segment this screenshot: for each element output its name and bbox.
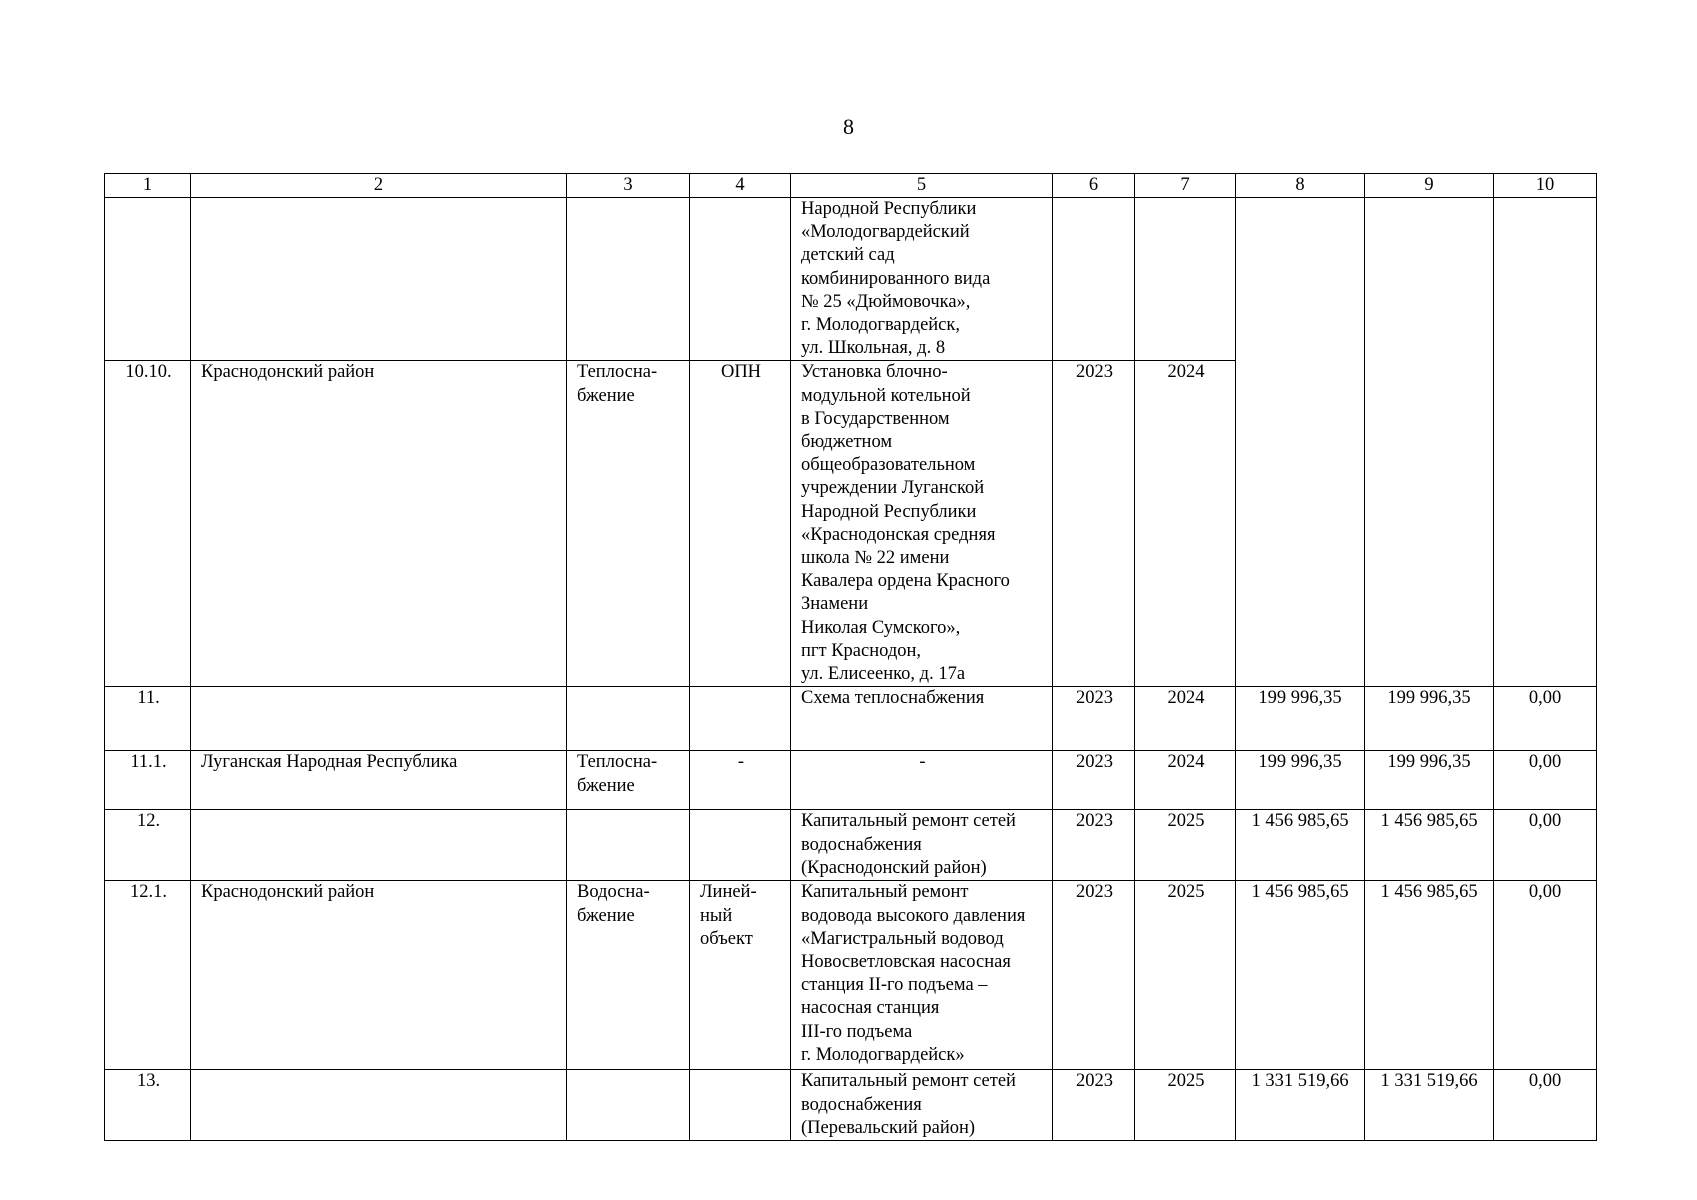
column-9-amount-cell: 1 456 985,65 [1365, 810, 1494, 881]
category-cell: - [690, 751, 791, 810]
type-cell: Водосна- бжение [567, 881, 690, 1070]
type-cell: Теплосна- бжение [567, 751, 690, 810]
row-number-cell: 12. [105, 810, 191, 881]
column-9-amount-cell: 1 331 519,66 [1365, 1070, 1494, 1141]
table-row [105, 810, 1597, 881]
type-cell [567, 198, 690, 361]
category-cell [690, 810, 791, 881]
column-header: 3 [567, 174, 690, 198]
category-cell [690, 1070, 791, 1141]
column-header: 9 [1365, 174, 1494, 198]
column-10-amount-cell: 0,00 [1494, 881, 1597, 1070]
merged-amount-cell [1494, 198, 1597, 687]
region-cell: Луганская Народная Республика [191, 751, 567, 810]
description-cell: Капитальный ремонт сетей водоснабжения (Краснодонский район) [791, 810, 1053, 881]
column-header: 5 [791, 174, 1053, 198]
column-header: 2 [191, 174, 567, 198]
description-cell: Установка блочно- модульной котельной в Государственном бюджетном общеобразовательном учреждении Луганской Народной Республики «Краснодонская средняя школа № 22 имени Кавалера ордена Красного Знамени Николая Сумского», пгт Краснодон, ул. Елисеенко, д. 17а [791, 361, 1053, 687]
total-amount-cell: 1 331 519,66 [1236, 1070, 1365, 1141]
description-cell: Народной Республики «Молодогвардейский детский сад комбинированного вида № 25 «Дюймовочка», г. Молодогвардейск, ул. Школьная, д. 8 [791, 198, 1053, 361]
table-row [105, 881, 1597, 1070]
description-cell: Схема теплоснабжения [791, 687, 1053, 751]
start-year-cell: 2023 [1053, 881, 1135, 1070]
start-year-cell [1053, 198, 1135, 361]
table-row [105, 687, 1597, 751]
end-year-cell: 2025 [1135, 1070, 1236, 1141]
column-9-amount-cell: 1 456 985,65 [1365, 881, 1494, 1070]
table-row [105, 751, 1597, 810]
end-year-cell: 2024 [1135, 687, 1236, 751]
column-header: 4 [690, 174, 791, 198]
column-9-amount-cell: 199 996,35 [1365, 751, 1494, 810]
start-year-cell: 2023 [1053, 1070, 1135, 1141]
total-amount-cell: 199 996,35 [1236, 687, 1365, 751]
row-number-cell: 11.1. [105, 751, 191, 810]
budget-table [104, 173, 1597, 1141]
total-amount-cell: 199 996,35 [1236, 751, 1365, 810]
row-number-cell: 11. [105, 687, 191, 751]
end-year-cell [1135, 198, 1236, 361]
column-header: 1 [105, 174, 191, 198]
column-number-row [105, 174, 1597, 198]
category-cell [690, 687, 791, 751]
start-year-cell: 2023 [1053, 687, 1135, 751]
column-10-amount-cell: 0,00 [1494, 810, 1597, 881]
row-number-cell: 12.1. [105, 881, 191, 1070]
type-cell: Теплосна- бжение [567, 361, 690, 687]
description-cell: Капитальный ремонт водовода высокого давления «Магистральный водовод Новосветловская насосная станция II-го подъема – насосная станция III-го подъема г. Молодогвардейск» [791, 881, 1053, 1070]
region-cell [191, 810, 567, 881]
row-number-cell: 10.10. [105, 361, 191, 687]
region-cell: Краснодонский район [191, 361, 567, 687]
category-cell: ОПН [690, 361, 791, 687]
column-10-amount-cell: 0,00 [1494, 1070, 1597, 1141]
start-year-cell: 2023 [1053, 361, 1135, 687]
region-cell: Краснодонский район [191, 881, 567, 1070]
end-year-cell: 2024 [1135, 751, 1236, 810]
column-header: 8 [1236, 174, 1365, 198]
page-number: 8 [843, 114, 854, 139]
end-year-cell: 2024 [1135, 361, 1236, 687]
total-amount-cell: 1 456 985,65 [1236, 881, 1365, 1070]
start-year-cell: 2023 [1053, 751, 1135, 810]
end-year-cell: 2025 [1135, 810, 1236, 881]
type-cell [567, 1070, 690, 1141]
merged-amount-cell [1236, 198, 1365, 687]
row-number-cell [105, 198, 191, 361]
type-cell [567, 687, 690, 751]
category-cell [690, 198, 791, 361]
start-year-cell: 2023 [1053, 810, 1135, 881]
type-cell [567, 810, 690, 881]
column-header: 7 [1135, 174, 1236, 198]
category-cell: Линей- ный объект [690, 881, 791, 1070]
row-number-cell: 13. [105, 1070, 191, 1141]
column-header: 6 [1053, 174, 1135, 198]
total-amount-cell: 1 456 985,65 [1236, 810, 1365, 881]
description-cell: - [791, 751, 1053, 810]
region-cell [191, 198, 567, 361]
merged-amount-cell [1365, 198, 1494, 687]
column-header: 10 [1494, 174, 1597, 198]
table-row [105, 1070, 1597, 1141]
column-10-amount-cell: 0,00 [1494, 687, 1597, 751]
region-cell [191, 1070, 567, 1141]
description-cell: Капитальный ремонт сетей водоснабжения (Перевальский район) [791, 1070, 1053, 1141]
table-row [105, 198, 1597, 361]
column-9-amount-cell: 199 996,35 [1365, 687, 1494, 751]
region-cell [191, 687, 567, 751]
column-10-amount-cell: 0,00 [1494, 751, 1597, 810]
end-year-cell: 2025 [1135, 881, 1236, 1070]
